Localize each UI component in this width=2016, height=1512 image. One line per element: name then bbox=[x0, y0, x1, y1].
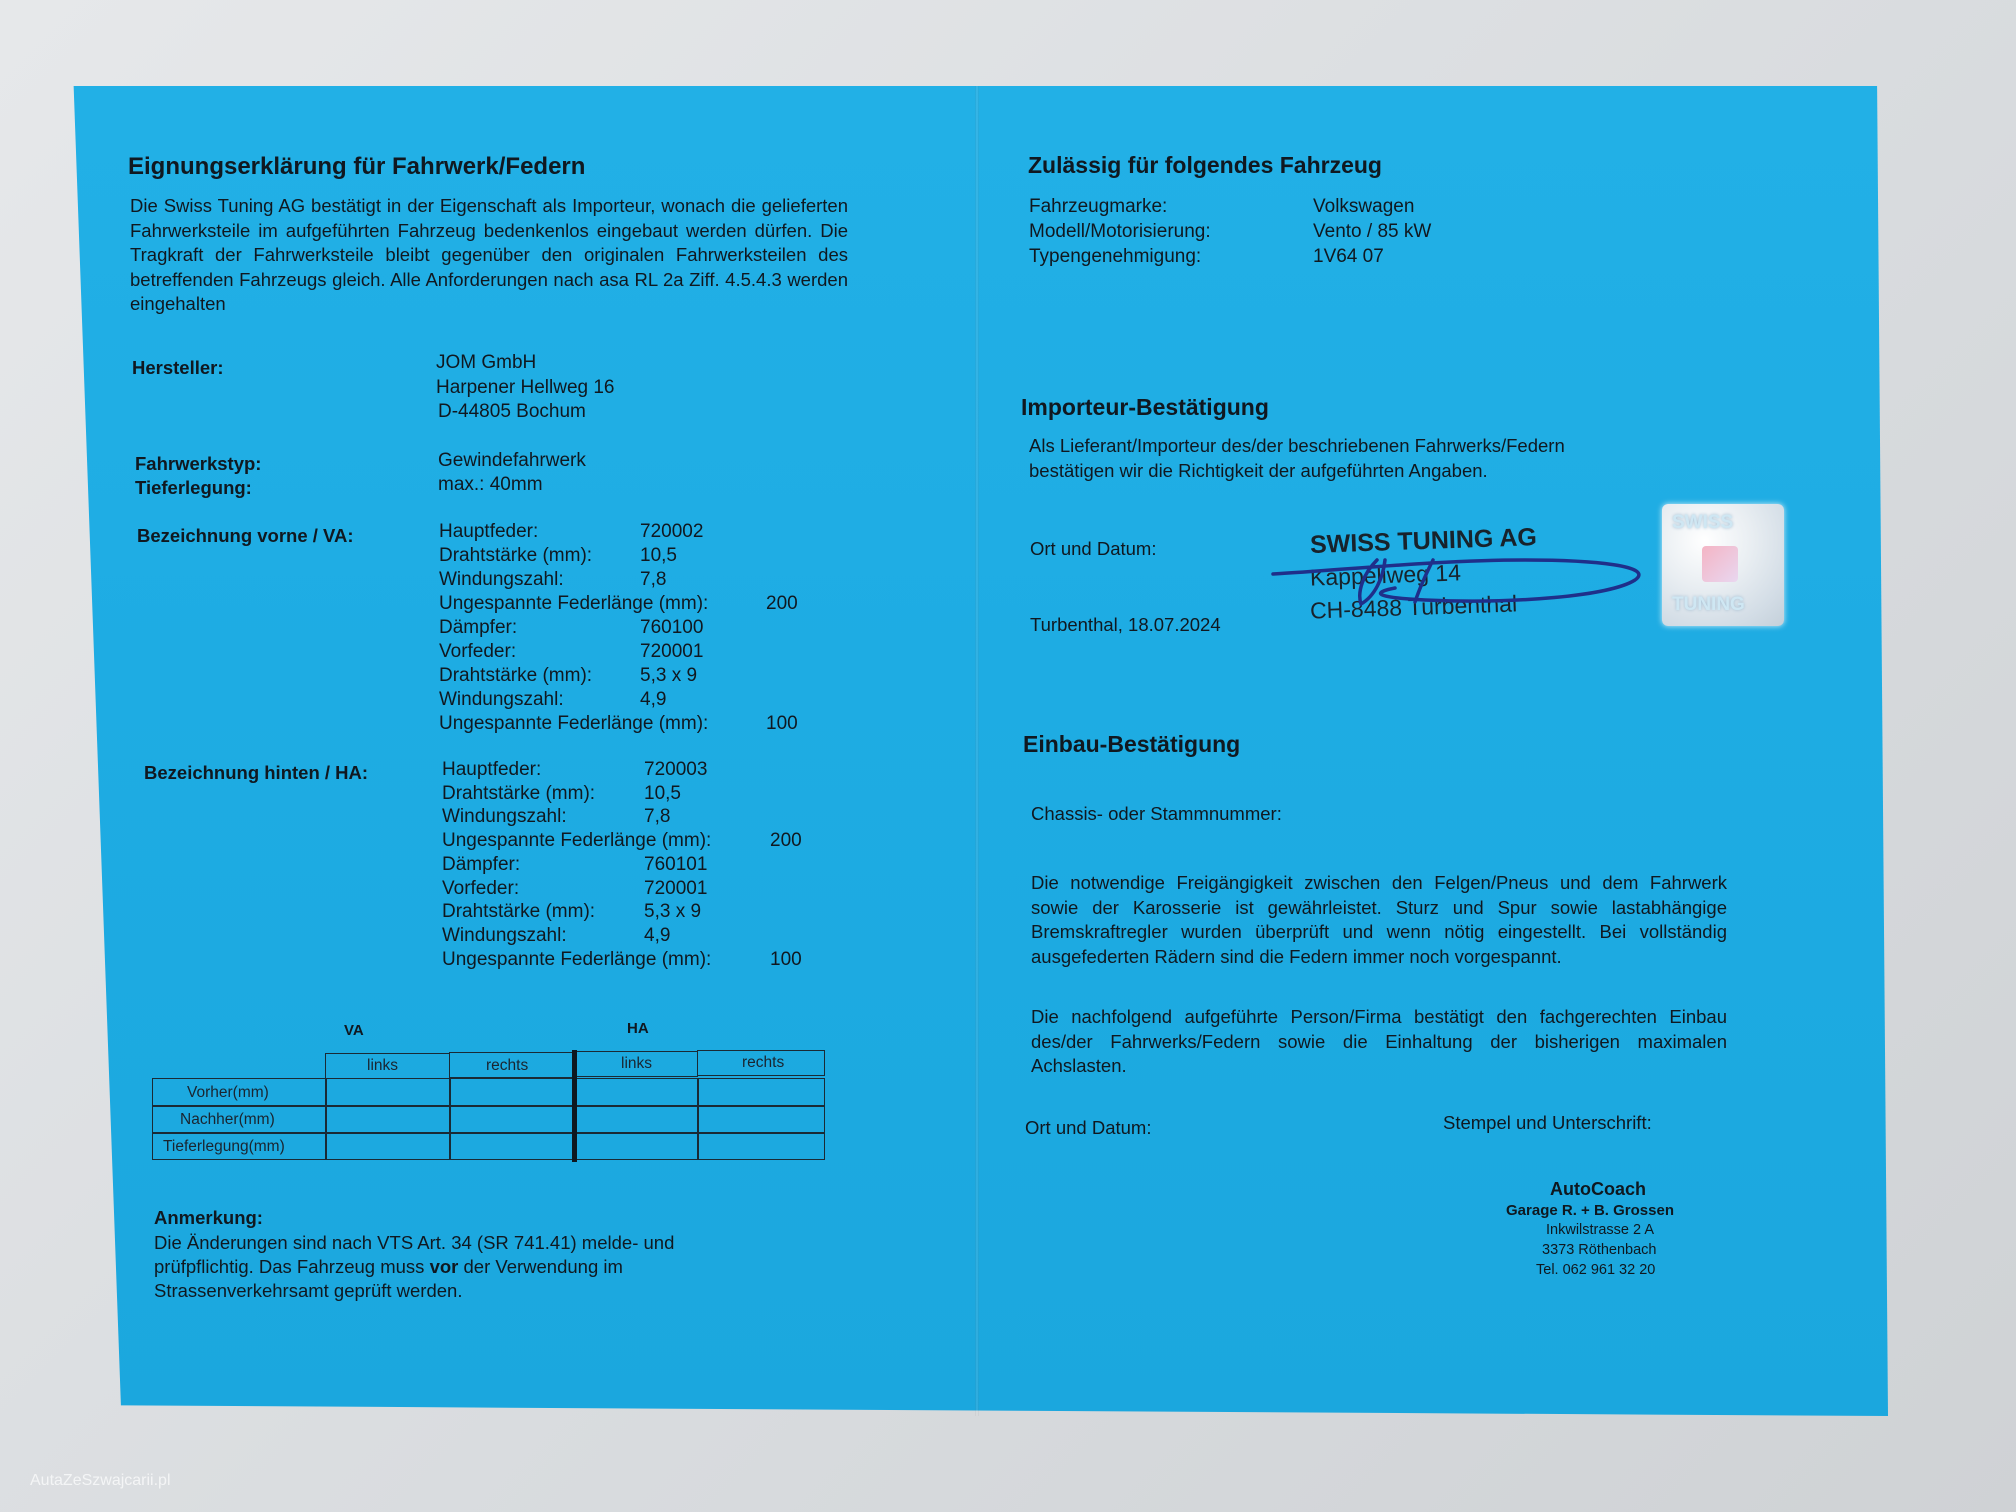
ha-row-value: 7,8 bbox=[644, 806, 671, 828]
va-row-key: Hauptfeder: bbox=[439, 521, 539, 542]
hersteller-line-1: JOM GmbH bbox=[436, 352, 537, 373]
intro-paragraph: Die Swiss Tuning AG bestätigt in der Eigenschaft als Importeur, wonach die gelieferten Fahrwerksteile im aufgeführten Fahrzeug bedenkenlos eingebaut werden dürfen. Die Tragkraft der Fahrwerksteile bleibt gegenüber den originalen Fahrwerksteilen des betreffenden Fahrzeugs gleich. Alle Anforderungen nach asa RL 2a Ziff. 4.5.4.3 werden eingehalten bbox=[130, 195, 848, 314]
table-links-ha: links bbox=[621, 1055, 653, 1072]
stamp-street: Käppeliweg 14 bbox=[1309, 559, 1462, 591]
ha-row-key: Hauptfeder: bbox=[442, 759, 542, 780]
anmerkung-line-3: Strassenverkehrsamt geprüft werden. bbox=[154, 1280, 463, 1301]
garage-name: AutoCoach bbox=[1550, 1179, 1646, 1199]
garage-street: Inkwilstrasse 2 A bbox=[1546, 1222, 1654, 1238]
va-row-value: 5,3 x 9 bbox=[640, 665, 698, 686]
ha-row-key: Vorfeder: bbox=[442, 877, 520, 899]
table-col-line bbox=[697, 1078, 699, 1160]
stempel-label: Stempel und Unterschrift: bbox=[1443, 1112, 1652, 1133]
va-row-value: 4,9 bbox=[640, 689, 667, 710]
importeur-text-1: Als Lieferant/Importeur des/der beschriebenen Fahrwerks/Federn bbox=[1029, 435, 1565, 456]
ha-row-key: Windungszahl: bbox=[442, 924, 567, 946]
tieferlegung-value: max.: 40mm bbox=[438, 474, 543, 495]
va-row-value: 100 bbox=[766, 713, 798, 734]
va-row-value: 7,8 bbox=[640, 569, 667, 590]
importeur-title: Importeur-Bestätigung bbox=[1021, 394, 1269, 420]
ha-row-value: 100 bbox=[770, 948, 802, 970]
ha-row-key: Windungszahl: bbox=[442, 806, 567, 828]
table-rechts-va: rechts bbox=[486, 1057, 529, 1074]
va-row-key: Windungszahl: bbox=[439, 569, 564, 590]
left-title: Eignungserklärung für Fahrwerk/Federn bbox=[128, 153, 586, 180]
ort-datum-value: Turbenthal, 18.07.2024 bbox=[1030, 614, 1221, 635]
stamp-company: SWISS TUNING AG bbox=[1309, 523, 1538, 559]
einbau-paragraph-1: Die notwendige Freigängigkeit zwischen den Felgen/Pneus und dem Fahrwerk sowie der Karosserie ist gewährleistet. Sturz und Spur sowie lastabhängige Bremskraftregler wurden überprüft und wenn nötig eingestellt. Bei vollständig ausgefederten Rädern sind die Federn immer noch vorgespannt. bbox=[1031, 872, 1727, 967]
holo-logo-icon bbox=[1702, 546, 1738, 582]
fahrwerkstyp-value: Gewindefahrwerk bbox=[438, 450, 586, 471]
va-row-key: Drahtstärke (mm): bbox=[439, 665, 593, 686]
watermark: AutaZeSzwajcarii.pl bbox=[30, 1472, 171, 1489]
va-row-key: Ungespannte Federlänge (mm): bbox=[439, 593, 709, 614]
hersteller-line-3: D-44805 Bochum bbox=[438, 401, 586, 422]
ha-label: Bezeichnung hinten / HA: bbox=[144, 762, 369, 783]
garage-city: 3373 Röthenbach bbox=[1542, 1242, 1657, 1258]
einbau-paragraph-2: Die nachfolgend aufgeführte Person/Firma bestätigt den fachgerechten Einbau des/der Fahrwerks/Federn sowie die Einhaltung der bisherigen maximalen Achslasten. bbox=[1031, 1006, 1727, 1076]
vehicle-row-value: 1V64 07 bbox=[1313, 246, 1384, 267]
ha-row-value: 5,3 x 9 bbox=[644, 901, 702, 923]
ha-row-value: 4,9 bbox=[644, 924, 671, 946]
ha-row-key: Drahtstärke (mm): bbox=[442, 901, 596, 923]
table-col-line bbox=[325, 1078, 327, 1160]
anmerkung-line-2 bbox=[154, 1254, 623, 1279]
table-row-line bbox=[152, 1105, 825, 1107]
table-row-line bbox=[152, 1132, 825, 1134]
vehicle-row-key: Typengenehmigung: bbox=[1029, 246, 1202, 267]
vehicle-row-value: Vento / 85 kW bbox=[1313, 221, 1432, 242]
hersteller-line-2: Harpener Hellweg 16 bbox=[436, 377, 615, 398]
vehicle-row-value: Volkswagen bbox=[1313, 196, 1415, 217]
table-col-line bbox=[449, 1078, 451, 1160]
anmerkung-2b: vor bbox=[429, 1256, 459, 1277]
va-row-key: Windungszahl: bbox=[439, 689, 564, 710]
holo-bottom-text: TUNING bbox=[1672, 594, 1745, 615]
ha-row-value: 200 bbox=[770, 830, 802, 852]
ha-row-value: 760101 bbox=[644, 853, 708, 875]
ha-row-value: 720003 bbox=[644, 759, 708, 780]
anmerkung-line-1: Die Änderungen sind nach VTS Art. 34 (SR 741.41) melde- und bbox=[154, 1232, 675, 1253]
importeur-text-2: bestätigen wir die Richtigkeit der aufgeführten Angaben. bbox=[1029, 460, 1488, 481]
vehicle-row-key: Modell/Motorisierung: bbox=[1029, 221, 1211, 242]
anmerkung-2a: prüfpflichtig. Das Fahrzeug muss bbox=[154, 1256, 430, 1277]
measurement-table bbox=[152, 1050, 832, 1160]
va-row-value: 10,5 bbox=[640, 545, 677, 566]
va-row-value: 760100 bbox=[640, 617, 704, 638]
va-label: Bezeichnung vorne / VA: bbox=[137, 525, 354, 546]
ort-datum-label-2: Ort und Datum: bbox=[1025, 1117, 1152, 1138]
table-row-vorher: Vorher(mm) bbox=[187, 1084, 269, 1101]
ha-row-key: Dämpfer: bbox=[442, 853, 521, 875]
table-ha-header: HA bbox=[627, 1020, 649, 1037]
holo-top-text: SWISS bbox=[1672, 512, 1734, 533]
anmerkung-label: Anmerkung: bbox=[154, 1207, 263, 1228]
table-row-nachher: Nachher(mm) bbox=[180, 1111, 275, 1128]
va-row-key: Vorfeder: bbox=[439, 641, 517, 662]
table-va-header: VA bbox=[344, 1022, 364, 1039]
ort-datum-label: Ort und Datum: bbox=[1030, 538, 1157, 559]
garage-owner: Garage R. + B. Grossen bbox=[1506, 1202, 1674, 1219]
va-row-key: Dämpfer: bbox=[439, 617, 518, 638]
ha-row-value: 10,5 bbox=[644, 782, 681, 804]
stamp-city: CH-8488 Turbenthal bbox=[1309, 590, 1518, 624]
ha-row-key: Ungespannte Federlänge (mm): bbox=[442, 830, 712, 852]
ha-row-key: Drahtstärke (mm): bbox=[442, 782, 596, 804]
tieferlegung-label: Tieferlegung: bbox=[135, 477, 252, 498]
table-divider bbox=[572, 1050, 577, 1162]
hersteller-label: Hersteller: bbox=[132, 357, 224, 378]
fahrwerkstyp-label: Fahrwerkstyp: bbox=[135, 453, 262, 474]
garage-phone: Tel. 062 961 32 20 bbox=[1536, 1262, 1656, 1278]
va-row-key: Ungespannte Federlänge (mm): bbox=[439, 713, 709, 734]
hologram-sticker bbox=[1662, 504, 1784, 626]
fold-line bbox=[975, 86, 979, 1416]
vehicle-row-key: Fahrzeugmarke: bbox=[1029, 196, 1168, 217]
va-row-key: Drahtstärke (mm): bbox=[439, 545, 593, 566]
anmerkung-2c: der Verwendung im bbox=[458, 1256, 623, 1277]
va-row-value: 720002 bbox=[640, 521, 704, 542]
signature bbox=[1265, 530, 1655, 620]
ha-row-value: 720001 bbox=[644, 877, 708, 899]
chassis-label: Chassis- oder Stammnummer: bbox=[1031, 803, 1282, 824]
table-rechts-ha: rechts bbox=[742, 1054, 785, 1071]
right-title: Zulässig für folgendes Fahrzeug bbox=[1028, 152, 1382, 178]
va-row-value: 200 bbox=[766, 593, 798, 614]
va-row-value: 720001 bbox=[640, 641, 704, 662]
einbau-title: Einbau-Bestätigung bbox=[1023, 731, 1241, 757]
table-links-va: links bbox=[367, 1057, 399, 1074]
ha-row-key: Ungespannte Federlänge (mm): bbox=[442, 948, 712, 970]
table-row-tieferlegung: Tieferlegung(mm) bbox=[163, 1138, 285, 1155]
